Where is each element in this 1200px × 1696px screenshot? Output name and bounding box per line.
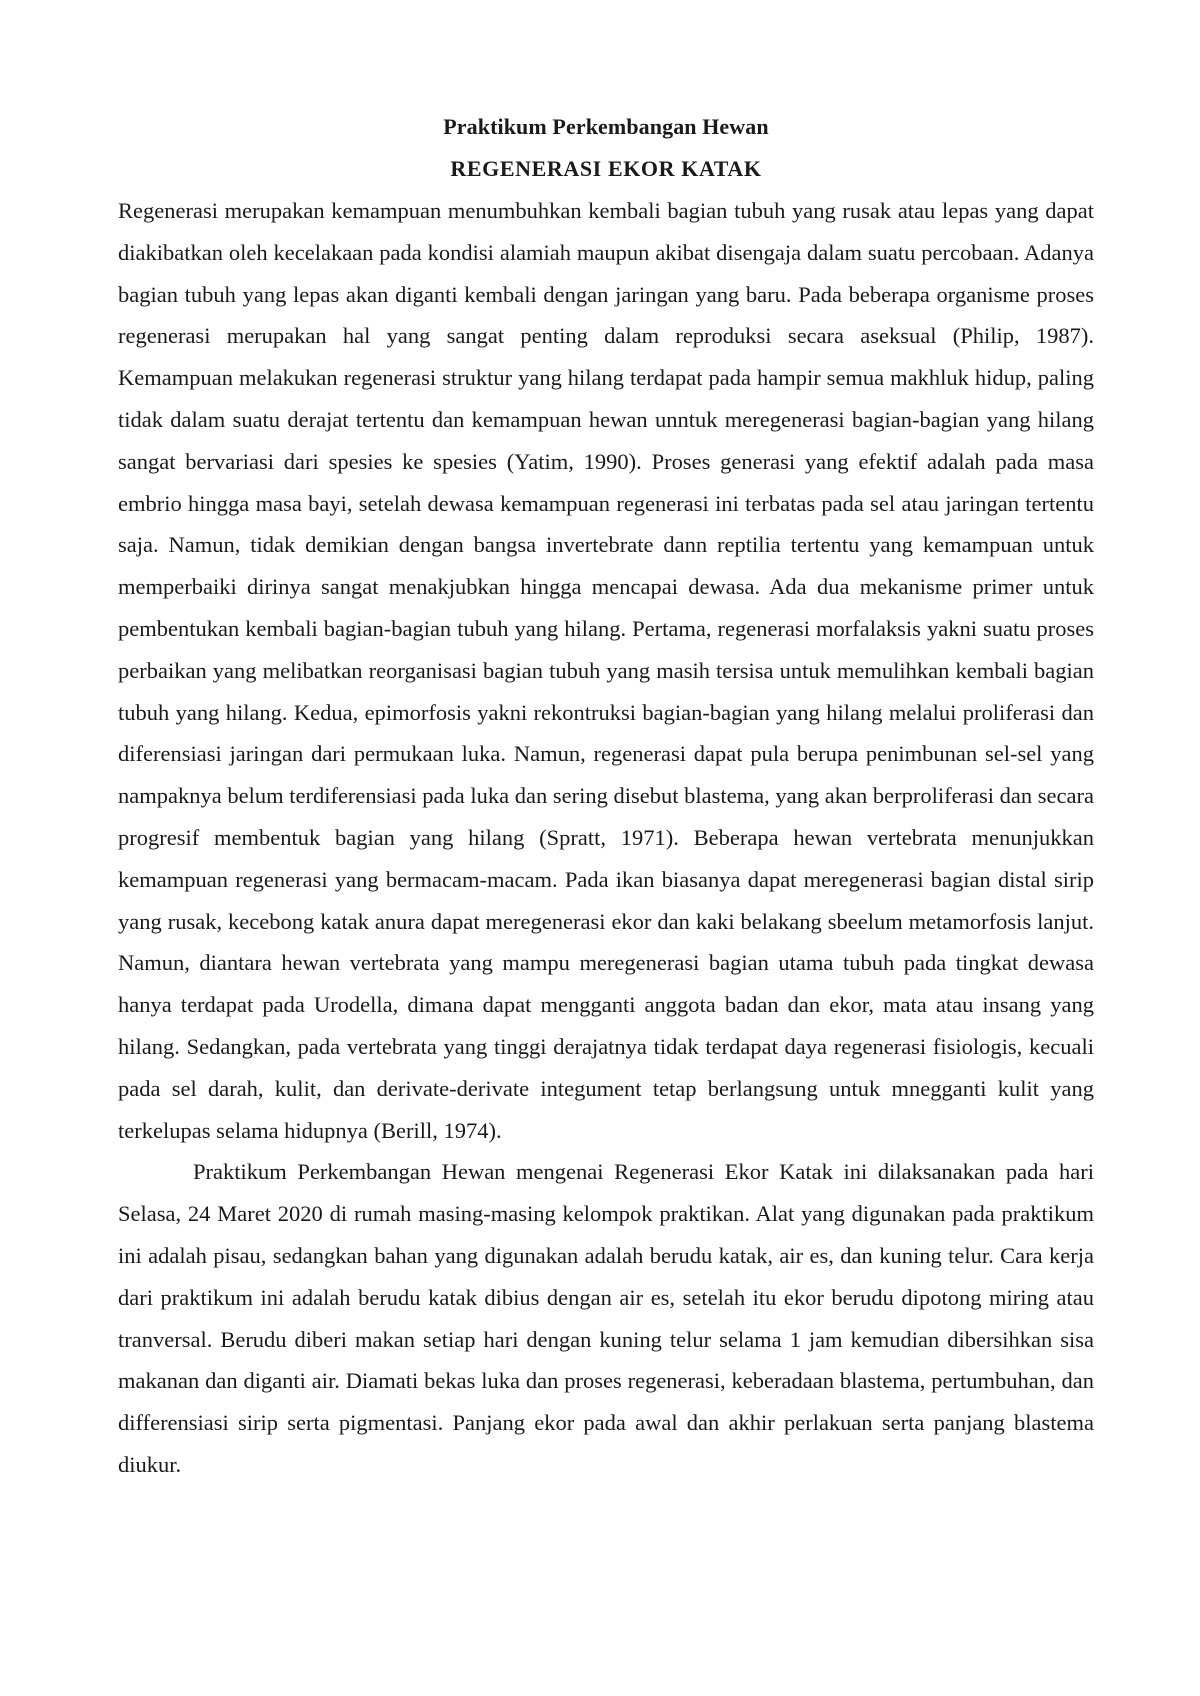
document-subtitle: REGENERASI EKOR KATAK xyxy=(450,156,762,181)
document-body xyxy=(118,112,1094,1486)
paragraph-method: Praktikum Perkembangan Hewan mengenai Regenerasi Ekor Katak ini dilaksanakan pada hari Selasa, 24 Maret 2020 di rumah masing-masing kelompok praktikan. Alat yang digunakan pada praktikum ini adalah pisau, sedangkan bahan yang digunakan adalah berudu katak, air es, dan kuning telur. Cara kerja dari praktikum ini adalah berudu katak dibius dengan air es, setelah itu ekor berudu dipotong miring atau tranversal. Berudu diberi makan setiap hari dengan kuning telur selama 1 jam kemudian dibersihkan sisa makanan dan diganti air. Diamati bekas luka dan proses regenerasi, keberadaan blastema, pertumbuhan, dan differensiasi sirip serta pigmentasi. Panjang ekor pada awal dan akhir perlakuan serta panjang blastema diukur. xyxy=(118,1159,1094,1477)
document-title: Praktikum Perkembangan Hewan xyxy=(443,114,769,139)
paragraph-intro: Regenerasi merupakan kemampuan menumbuhkan kembali bagian tubuh yang rusak atau lepas yang dapat diakibatkan oleh kecelakaan pada kondisi alamiah maupun akibat disengaja dalam suatu percobaan. Adanya bagian tubuh yang lepas akan diganti kembali dengan jaringan yang baru. Pada beberapa organisme proses regenerasi merupakan hal yang sangat penting dalam reproduksi secara aseksual (Philip, 1987). Kemampuan melakukan regenerasi struktur yang hilang terdapat pada hampir semua makhluk hidup, paling tidak dalam suatu derajat tertentu dan kemampuan hewan unntuk meregenerasi bagian-bagian yang hilang sangat bervariasi dari spesies ke spesies (Yatim, 1990). Proses generasi yang efektif adalah pada masa embrio hingga masa bayi, setelah dewasa kemampuan regenerasi ini terbatas pada sel atau jaringan tertentu saja. Namun, tidak demikian dengan bangsa invertebrate dann reptilia tertentu yang kemampuan untuk memperbaiki dirinya sangat menakjubkan hingga mencapai dewasa. Ada dua mekanisme primer untuk pembentukan kembali bagian-bagian tubuh yang hilang. Pertama, regenerasi morfalaksis yakni suatu proses perbaikan yang melibatkan reorganisasi bagian tubuh yang masih tersisa untuk memulihkan kembali bagian tubuh yang hilang. Kedua, epimorfosis yakni rekontruksi bagian-bagian yang hilang melalui proliferasi dan diferensiasi jaringan dari permukaan luka. Namun, regenerasi dapat pula berupa penimbunan sel-sel yang nampaknya belum terdiferensiasi pada luka dan sering disebut blastema, yang akan berproliferasi dan secara progresif membentuk bagian yang hilang (Spratt, 1971). Beberapa hewan vertebrata menunjukkan kemampuan regenerasi yang bermacam-macam. Pada ikan biasanya dapat meregenerasi bagian distal sirip yang rusak, kecebong katak anura dapat meregenerasi ekor dan kaki belakang sbeelum metamorfosis lanjut. Namun, diantara hewan vertebrata yang mampu meregenerasi bagian utama tubuh pada tingkat dewasa hanya terdapat pada Urodella, dimana dapat mengganti anggota badan dan ekor, mata atau insang yang hilang. Sedangkan, pada vertebrata yang tinggi derajatnya tidak terdapat daya regenerasi fisiologis, kecuali pada sel darah, kulit, dan derivate-derivate integument tetap berlangsung untuk mnegganti kulit yang terkelupas selama hidupnya (Berill, 1974). xyxy=(118,198,1094,1143)
